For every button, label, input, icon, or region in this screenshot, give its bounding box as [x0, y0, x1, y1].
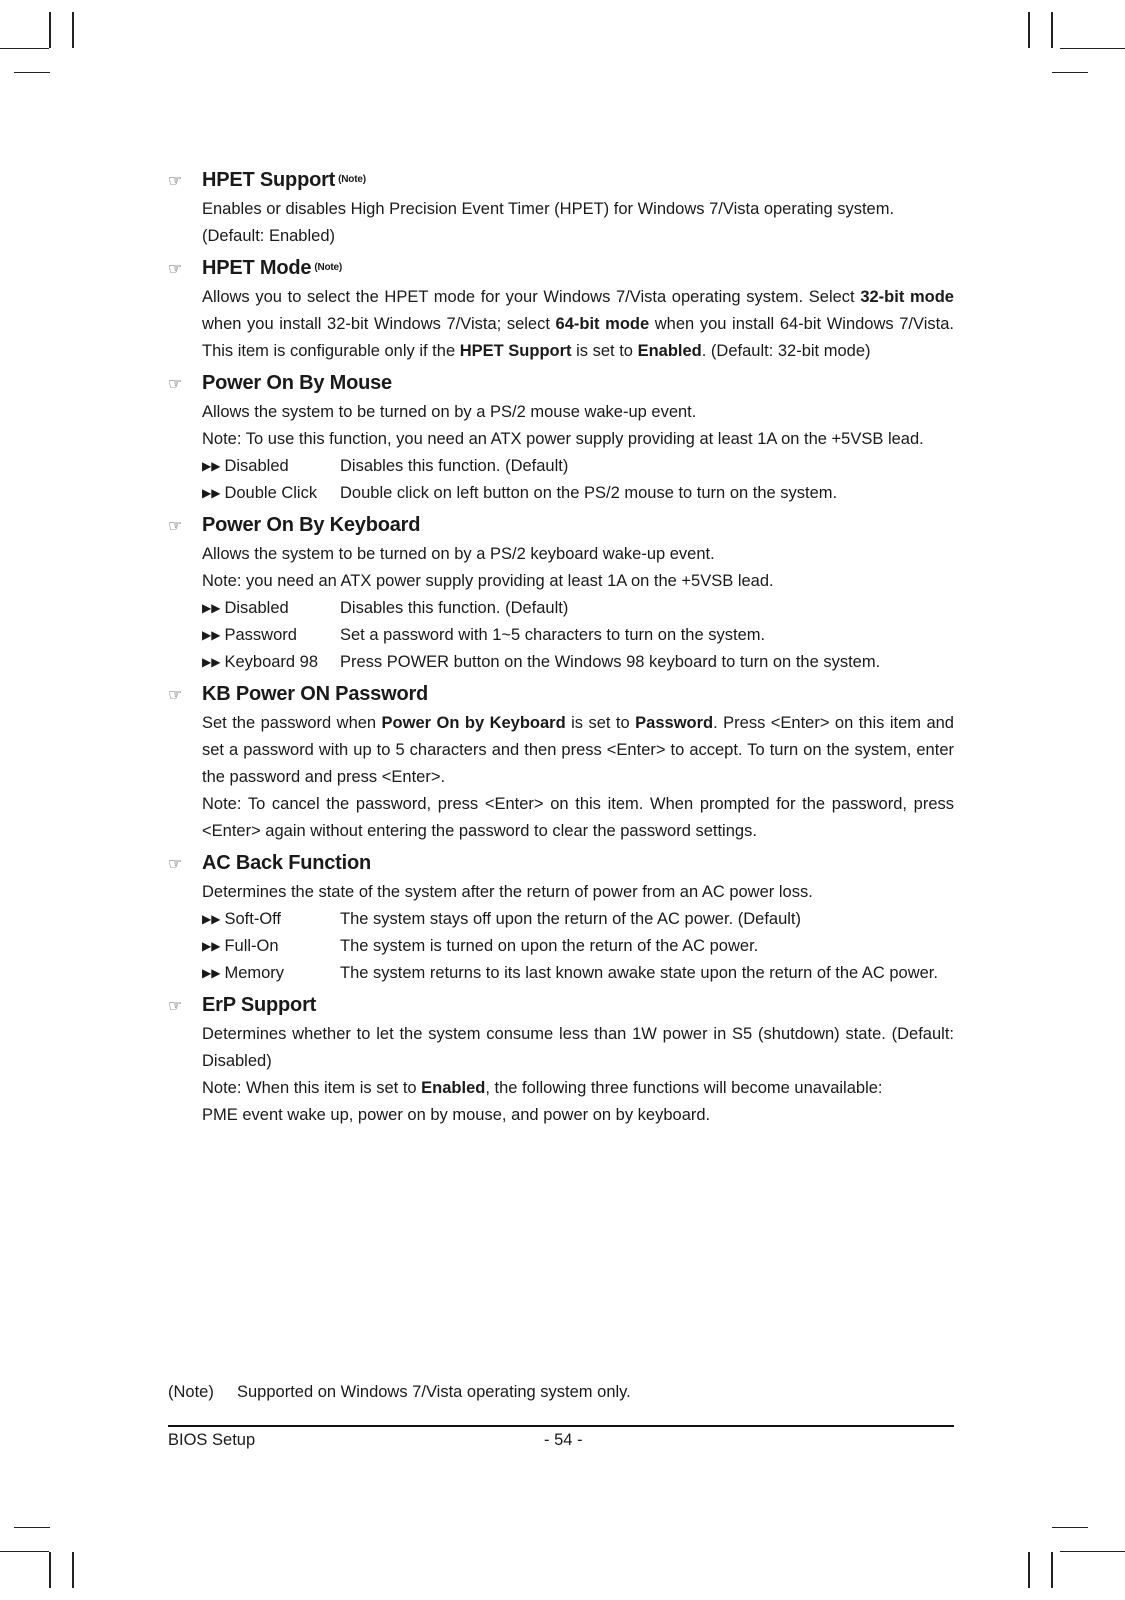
option-desc: Disables this function. (Default) — [340, 599, 569, 617]
heading-title: ErP Support — [202, 994, 317, 1016]
double-arrow-icon: ▶▶ — [202, 601, 221, 615]
section-heading — [168, 252, 954, 284]
section-erp-support — [168, 989, 954, 1131]
option-row — [202, 960, 954, 987]
footer-rule — [168, 1425, 954, 1427]
footnote — [168, 1383, 631, 1402]
double-arrow-icon: ▶▶ — [202, 966, 221, 980]
option-name: Disabled — [224, 457, 289, 475]
hand-pointer-icon: ☞ — [168, 173, 183, 190]
section-hpet-support — [168, 164, 954, 252]
hand-pointer-icon: ☞ — [168, 687, 183, 704]
section-hpet-mode — [168, 252, 954, 367]
section-body — [202, 879, 954, 989]
unavailable-functions: PME event wake up, power on by mouse, and power on by keyboard. — [202, 1106, 711, 1124]
double-arrow-icon: ▶▶ — [202, 912, 221, 926]
option-name: Disabled — [224, 599, 289, 617]
option-name: Memory — [224, 964, 285, 982]
section-heading — [168, 847, 954, 879]
crop-mark — [1060, 1551, 1125, 1552]
section-heading — [168, 509, 954, 541]
section-body — [202, 196, 954, 252]
crop-mark — [1028, 1552, 1030, 1588]
note-superscript: (Note) — [338, 174, 366, 185]
section-power-on-by-keyboard — [168, 509, 954, 678]
heading-title: HPET Mode — [202, 257, 312, 279]
heading-title: Power On By Mouse — [202, 372, 392, 394]
hand-pointer-icon: ☞ — [168, 856, 183, 873]
crop-mark — [1028, 12, 1030, 48]
footer-section-title: BIOS Setup — [168, 1431, 256, 1449]
description: Allows the system to be turned on by a PS/2 mouse wake-up event. — [202, 403, 697, 421]
description: Allows the system to be turned on by a PS/2 keyboard wake-up event. — [202, 545, 715, 563]
double-arrow-icon: ▶▶ — [202, 628, 221, 642]
section-heading — [168, 989, 954, 1021]
option-desc: Set a password with 1~5 characters to turn on the system. — [340, 626, 766, 644]
default-value: (Default: Enabled) — [202, 227, 335, 245]
double-arrow-icon: ▶▶ — [202, 486, 221, 500]
crop-mark — [49, 12, 51, 48]
double-arrow-icon: ▶▶ — [202, 459, 221, 473]
section-body — [202, 710, 954, 847]
crop-mark — [1051, 12, 1053, 48]
option-desc: The system returns to its last known awake state upon the return of the AC power. — [340, 964, 938, 982]
heading-title: HPET Support — [202, 169, 336, 191]
hand-pointer-icon: ☞ — [168, 376, 183, 393]
section-ac-back-function — [168, 847, 954, 989]
option-desc: Double click on left button on the PS/2 mouse to turn on the system. — [340, 484, 838, 502]
option-row — [202, 453, 954, 480]
crop-mark — [1052, 72, 1088, 73]
option-row — [202, 622, 954, 649]
crop-mark — [72, 12, 74, 48]
option-name: Soft-Off — [224, 910, 282, 928]
crop-mark — [1060, 48, 1125, 49]
section-heading — [168, 367, 954, 399]
option-row — [202, 480, 954, 507]
hand-pointer-icon: ☞ — [168, 518, 183, 535]
description: Determines whether to let the system consume less than 1W power in S5 (shutdown) state. (Default: Disabled) — [202, 1025, 954, 1070]
heading-title: KB Power ON Password — [202, 683, 429, 705]
option-desc: The system is turned on upon the return of the AC power. — [340, 937, 759, 955]
document-body — [168, 164, 954, 1131]
crop-mark — [14, 1527, 50, 1528]
double-arrow-icon: ▶▶ — [202, 939, 221, 953]
footnote-text: Supported on Windows 7/Vista operating system only. — [237, 1383, 631, 1401]
section-body — [202, 1021, 954, 1131]
description: Allows you to select the HPET mode for your Windows 7/Vista operating system. Select 32-bit mode when you install 32-bit Windows 7/Vista; select 64-bit mode when you install 64-bit Windows 7/Vista. This item is configurable only if the HPET Support is set to Enabled. (Default: 32-bit mode) — [202, 288, 954, 360]
crop-mark — [0, 48, 49, 49]
hand-pointer-icon: ☞ — [168, 261, 183, 278]
description: Set the password when Power On by Keyboard is set to Password. Press <Enter> on this item and set a password with up to 5 characters and then press <Enter> to accept. To turn on the system, enter the password and press <Enter>. — [202, 714, 954, 786]
section-body — [202, 541, 954, 678]
option-name: Double Click — [224, 484, 318, 502]
option-row — [202, 906, 954, 933]
section-power-on-by-mouse — [168, 367, 954, 509]
option-row — [202, 649, 954, 676]
description: Enables or disables High Precision Event Timer (HPET) for Windows 7/Vista operating system. — [202, 200, 895, 218]
crop-mark — [1051, 1552, 1053, 1588]
option-row — [202, 933, 954, 960]
crop-mark — [14, 72, 50, 73]
option-desc: Press POWER button on the Windows 98 keyboard to turn on the system. — [340, 653, 881, 671]
footnote-label: (Note) — [168, 1383, 214, 1401]
option-name: Keyboard 98 — [224, 653, 319, 671]
note: Note: When this item is set to Enabled, the following three functions will become unavailable: — [202, 1079, 883, 1097]
page-number: - 54 - — [544, 1431, 583, 1449]
section-kb-power-on-password — [168, 678, 954, 847]
note: Note: To use this function, you need an ATX power supply providing at least 1A on the +5VSB lead. — [202, 430, 924, 448]
section-body — [202, 284, 954, 367]
section-heading — [168, 164, 954, 196]
note: Note: you need an ATX power supply providing at least 1A on the +5VSB lead. — [202, 572, 774, 590]
crop-mark — [0, 1551, 49, 1552]
heading-title: Power On By Keyboard — [202, 514, 421, 536]
note-superscript: (Note) — [314, 262, 343, 273]
option-name: Full-On — [224, 937, 279, 955]
option-desc: Disables this function. (Default) — [340, 457, 569, 475]
crop-mark — [49, 1552, 51, 1588]
hand-pointer-icon: ☞ — [168, 998, 183, 1015]
note: Note: To cancel the password, press <Enter> on this item. When prompted for the password, press <Enter> again without entering the password to clear the password settings. — [202, 795, 954, 840]
option-row — [202, 595, 954, 622]
option-name: Password — [224, 626, 297, 644]
double-arrow-icon: ▶▶ — [202, 655, 221, 669]
heading-title: AC Back Function — [202, 852, 372, 874]
crop-mark — [72, 1552, 74, 1588]
crop-mark — [1052, 1527, 1088, 1528]
option-desc: The system stays off upon the return of the AC power. (Default) — [340, 910, 802, 928]
section-body — [202, 399, 954, 509]
description: Determines the state of the system after the return of power from an AC power loss. — [202, 883, 813, 901]
section-heading — [168, 678, 954, 710]
